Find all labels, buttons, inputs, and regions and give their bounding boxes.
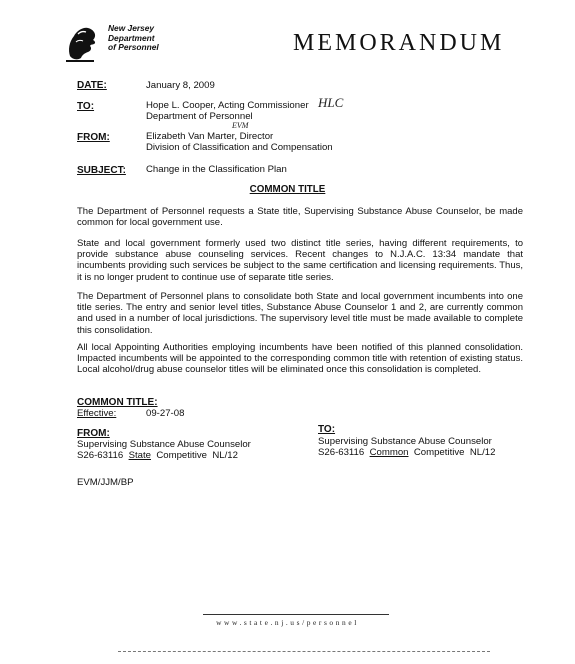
paragraph-4: All local Appointing Authorities employing incumbents have been notified of this planned consolidation. Impacted incumbents will be appointed to the corresponding common title with retention of existing status. Local alcohol/drug abuse counselor titles will be eliminated once this consolidation is completed. [77,342,523,376]
paragraph-1: The Department of Personnel requests a State title, Supervising Substance Abuse Counselor, be made common for local government use. [77,206,523,229]
effective-value: 09-27-08 [146,408,185,419]
from-title-range: NL/12 [212,450,238,461]
to-title-code-line [318,447,495,458]
from-handwritten-initials: EVM [232,121,249,130]
from-title-code-line [77,450,238,461]
logo-text [108,24,178,53]
to-title-label: TO: [318,424,336,435]
to-handwritten-initials: HLC [318,95,344,110]
reference-initials: EVM/JJM/BP [77,477,134,488]
to-title-name: Supervising Substance Abuse Counselor [318,436,492,447]
to-title-code: S26-63116 [318,447,365,458]
from-label: FROM: [77,132,110,143]
subject-value: Change in the Classification Plan [146,164,287,175]
from-title-code: S26-63116 [77,450,124,461]
nj-dop-logo [64,22,174,64]
to-label: TO: [77,101,95,112]
to-line-1: Hope L. Cooper, Acting Commissioner [146,100,309,111]
paragraph-2: State and local government formerly used two distinct title series, having different requirements, to provide substance abuse counseling services. Recent changes to N.J.A.C. 13:34 mandate that incumbents providing such services be subject to the same certification and licensing requirements. Thus, it is no longer prudent to continue use of separate title series. [77,238,523,283]
to-title-range: NL/12 [469,447,496,458]
footer-url: www.state.nj.us/personnel [216,618,359,627]
paragraph-3: The Department of Personnel plans to consolidate both State and local government incumbents into one title series. The entry and senior level titles, Substance Abuse Counselor 1 and 2, are currently common and used in a number of local jurisdictions. The supervisory level title must be made available to complete this consolidation. [77,291,523,336]
to-title-status: Competitive [413,447,465,458]
page-bottom-rule [118,651,490,652]
from-title-label: FROM: [77,428,110,439]
from-line-1: Elizabeth Van Marter, Director [146,131,274,142]
logo-line-1: New Jersey [108,23,155,33]
footer-rule [203,614,389,615]
to-line-2: Department of Personnel [146,111,253,122]
logo-line-3: of Personnel [108,42,159,52]
from-title-name: Supervising Substance Abuse Counselor [77,439,251,450]
state-seal-icon [64,22,108,64]
to-title-type: Common [369,447,409,458]
common-title-label: COMMON TITLE: [77,397,158,408]
memo-title: MEMORANDUM [293,30,505,56]
from-title-type: State [128,450,151,461]
date-label: DATE: [77,80,107,91]
section-heading: COMMON TITLE [249,184,326,195]
from-title-status: Competitive [156,450,207,461]
effective-label: Effective: [77,408,117,419]
logo-line-2: Department [108,32,155,43]
from-line-2: Division of Classification and Compensation [146,142,333,153]
date-value: January 8, 2009 [146,80,215,91]
subject-label: SUBJECT: [77,165,126,176]
